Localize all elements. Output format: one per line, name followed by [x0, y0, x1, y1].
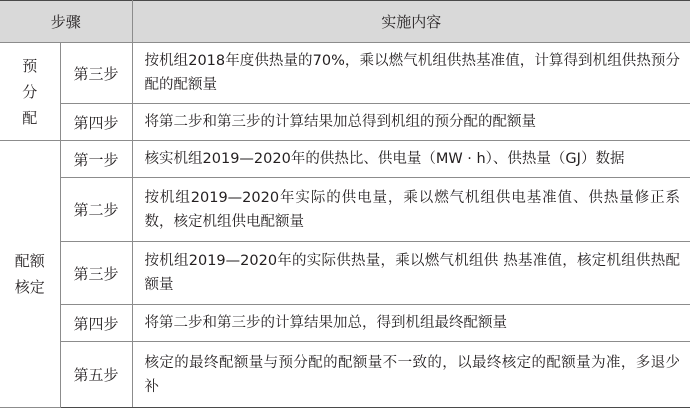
group-label-pre-allocation: [0, 43, 60, 141]
step-label: 第四步: [60, 305, 132, 342]
step-label: 第五步: [60, 342, 132, 408]
step-content: 按机组2018年度供热量的70%，乘以燃气机组供热基准值，计算得到机组供热预分配的配额量: [132, 43, 690, 104]
step-content: 将第二步和第三步的计算结果加总，得到机组最终配额量: [132, 305, 690, 342]
table-row: [0, 242, 690, 305]
step-label: 第一步: [60, 141, 132, 178]
header-row: [0, 1, 690, 43]
table-row: [0, 141, 690, 178]
step-content: 核定的最终配额量与预分配的配额量不一致的，以最终核定的配额量为准，多退少补: [132, 342, 690, 408]
step-content: 按机组2019—2020年的实际供热量，乘以燃气机组供 热基准值，核定机组供热配额量: [132, 242, 690, 305]
table-row: [0, 43, 690, 104]
group-label-text: 配额 核定: [14, 252, 45, 296]
group-label-text: 预 分 配: [22, 56, 38, 127]
group-label-quota-verification: [0, 141, 60, 408]
step-content: 核实机组2019—2020年的供热比、供电量（MW · h）、供热量（GJ）数据: [132, 141, 690, 178]
table-row: [0, 178, 690, 242]
step-label: 第四步: [60, 104, 132, 141]
step-label: 第二步: [60, 178, 132, 242]
step-label: 第三步: [60, 242, 132, 305]
table-row: [0, 342, 690, 408]
step-content: 将第二步和第三步的计算结果加总得到机组的预分配的配额量: [132, 104, 690, 141]
table-row: [0, 104, 690, 141]
table-row: [0, 305, 690, 342]
step-content: 按机组2019—2020年实际的供电量，乘以燃气机组供电基准值、供热量修正系数，核定机组供电配额量: [132, 178, 690, 242]
header-content: 实施内容: [132, 1, 690, 43]
step-label: 第三步: [60, 43, 132, 104]
header-step: 步骤: [0, 1, 132, 43]
